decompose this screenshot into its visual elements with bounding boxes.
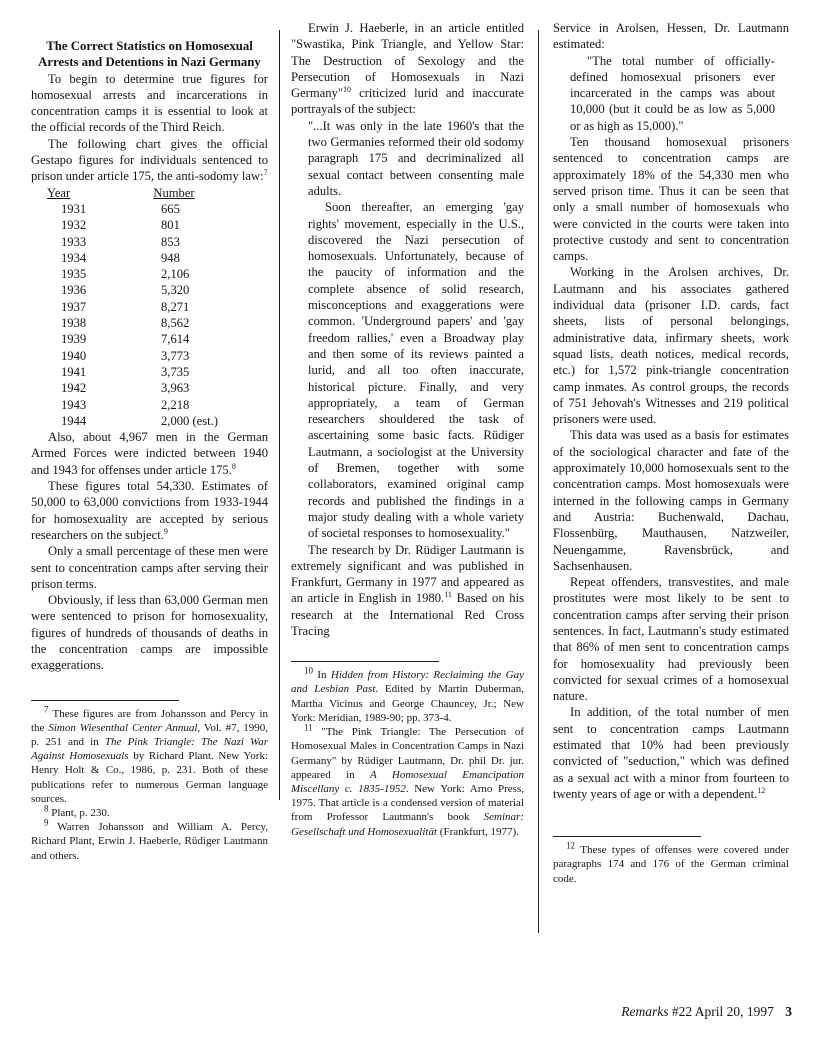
table-cell-year: 1938 [61,316,87,331]
paragraph: Erwin J. Haeberle, in an article entitled "Swastika, Pink Triangle, and Yellow Star: The Destruction of Sexology and the Persecution of Homosexuals in Nazi Germany"$^{10}$ criticized lurid and inaccurate portrayals of the subject: [291,21,524,117]
quote-paragraph: "...It was only in the late 1960's that the two Germanies reformed their old sodomy paragraph 175 and decriminalized all sexual contact between consenting male adults. [308,118,524,198]
table-row [39,266,229,282]
table-cell-number: 8,562 [161,316,190,331]
table-cell-number: 2,218 [161,397,190,412]
footnote-11: $^{11}$ "The Pink Triangle: The Persecution of Homosexual Males in Concentration Camps in Nazi Germany" by Rüdiger Lautmann, Dr. phil Dr. jur. appeared in A Homosexual Emancipation Miscellany c. 1835-1952. New York: Arno Press, 1975. That article is a condensed version of material from Professor Lautmann's book Seminar: Gesellschaft und Homosexualität (Frankfurt, 1977). [291,722,525,838]
table-cell-number: 5,320 [161,283,190,298]
table-cell-number: 8,271 [161,299,190,314]
paragraph: The following chart gives the official Gestapo figures for individuals sentenced to prison under article 175, the anti-sodomy law:$^7$ [31,136,268,184]
footnote-ref: 9 [163,526,168,536]
paragraph: Repeat offenders, transvestites, and male prostitutes were most likely to be sent to concentration camps after serving their prison sentences. In fact, Lautmann's study estimated that 86% of men sent to concentration camps for homosexuality had previously been convicted for sexual crimes of a homosexual nature. [553,575,789,704]
column-divider-1 [279,30,280,800]
table-row [39,413,229,429]
table-cell-year: 1933 [61,234,87,249]
table-cell-year: 1940 [61,348,87,363]
table-row [39,364,229,380]
table-row [39,348,229,364]
table-row [39,250,229,266]
footnote-12: $^{12}$ These types of offenses were covered under paragraphs 174 and 176 of the German criminal code. [553,840,789,885]
block-quote [291,118,524,542]
table-cell-year: 1932 [61,218,87,233]
column-1 [31,38,268,863]
paragraph: To begin to determine true figures for homosexual arrests and incarcerations in concentration camps it is essential to look at the official records of the Third Reich. [31,71,268,135]
table-cell-number: 3,963 [161,381,190,396]
table-row [39,397,229,413]
paragraph: These figures total 54,330. Estimates of 50,000 to 63,000 convictions from 1933-1944 for homosexuality are accepted by serious researchers on the subject.$^9$ [31,479,268,542]
table-cell-year: 1934 [61,250,87,265]
table-cell-year: 1939 [61,332,87,347]
footnote-10: $^{10}$ In Hidden from History: Reclaiming the Gay and Lesbian Past. Edited by Martin Duberman, Martha Vicinus and George Chauncey, Jr.; New York: Meridian, 1989-90; pp. 373-4. [291,665,525,724]
page-number: 3 [785,1004,792,1019]
block-quote [553,53,789,134]
table-row [39,201,229,217]
table-cell-number: 2,000 (est.) [161,413,219,428]
paragraph: Working in the Arolsen archives, Dr. Lautmann and his associates gathered individual data (prisoner I.D. cards, fact sheets, lists of personal belongings, administrative data, infirmary sheets, work squad lists, death notices, medical records, etc.) for 1,572 pink-triangle concentration camp inmates. As control groups, the records of 751 Jehovah's Witnesses and 219 political prisoners were used. [553,265,789,427]
footnote-ref: 12 [757,785,766,795]
footnote-7: $^7$ These figures are from Johansson and Percy in the Simon Wiesenthal Center Annual, Vol. #7, 1990, p. 251 and in The Pink Triangle: The Nazi War Against Homosexuals by Richard Plant. New York: Henry Holt & Co., 1986, p. 231. Both of these publications refer to numerous German language sources. [31,703,269,805]
table-cell-year: 1935 [61,267,87,282]
arrest-statistics-table [39,185,229,429]
table-row [39,234,229,250]
publication-name: Remarks [621,1004,669,1019]
issue-date: April 20, 1997 [694,1004,774,1019]
table-cell-number: 3,773 [161,348,190,363]
table-cell-year: 1944 [61,413,87,428]
table-cell-year: 1937 [61,299,87,314]
page-footer [560,1004,792,1020]
footnote-ref: 10 [343,85,351,94]
table-row [39,217,229,233]
table-row [39,282,229,298]
footnote-divider [291,661,439,662]
table-cell-number: 801 [161,218,180,233]
table-row [39,299,229,315]
quote-paragraph: "The total number of officially-defined homosexual prisoners ever incarcerated in the camps was about 10,000 (but it could be as low as 5,000 or as high as 15,000)." [570,53,775,133]
column-2 [291,20,524,839]
paragraph: Also, about 4,967 men in the German Armed Forces were indicted between 1940 and 1943 for offenses under article 175.$^8$ [31,430,268,477]
paragraph: Obviously, if less than 63,000 German men were sentenced to prison for homosexuality, figures of hundreds of thousands of deaths in the concentration camps are impossible exaggerations. [31,593,268,673]
paragraph: The research by Dr. Rüdiger Lautmann is extremely significant and was published in Frankfurt, Germany in 1977 and appeared as an article in English in 1980.11 Based on his research at the International Red Cross Tracing [291,542,525,638]
paragraph: This data was used as a basis for estimates of the sociological character and fate of the approximately 10,000 homosexuals sent to the concentration camps. Most homosexuals were interned in the following camps in Germany and Austria: Buchenwald, Dachau, Flossenbürg, Mauthausen, Natzweiler, Neuengamme, Ravensbrück, and Sachsenhausen. [553,428,789,573]
column-divider-2 [538,30,539,933]
footnote-divider [31,700,179,701]
paragraph: In addition, of the total number of men sent to concentration camps Lautmann estimated that 10% had been previously convicted of "seduction," which was defined as a sexual act with a minor from fourteen to twenty years of age or with a dependent.$^{12}$ [553,705,789,801]
table-cell-number: 665 [161,201,180,216]
table-cell-number: 948 [161,250,180,265]
table-cell-year: 1941 [61,364,87,379]
table-header-year: Year [47,185,71,200]
table-row [39,315,229,331]
table-row [39,331,229,347]
table-cell-year: 1931 [61,201,87,216]
article-title: The Correct Statistics on Homosexual Arrests and Detentions in Nazi Germany [38,39,261,70]
table-cell-year: 1943 [61,397,87,412]
table-cell-number: 2,106 [161,267,190,282]
table-cell-number: 7,614 [161,332,190,347]
table-header-number: Number [153,185,195,200]
table-cell-year: 1936 [61,283,87,298]
table-cell-year: 1942 [61,381,87,396]
paragraph: Service in Arolsen, Hessen, Dr. Lautmann estimated: [553,21,789,52]
quote-paragraph: Soon thereafter, an emerging 'gay rights' movement, especially in the U.S., discovered the Nazi persecution of homosexuals. Unfortunately, because of the paucity of information and the complete absence of solid research, misconceptions and exaggerations were common. 'Underground papers' and 'gay freedom rallies,' even a Broadway play and then some of its reviews painted a lurid, and all too often inaccurate, historical picture. Finally, and very appropriately, a team of German researchers shouldered the task of ascertaining some basic facts. Rüdiger Lautmann, a sociologist at the University of Bremen, together with some collaborators, examined original camp records and published the findings in a major study dealing with a whole variety of societal responses to homosexuality." [308,200,524,541]
table-row [39,380,229,396]
table-cell-number: 853 [161,234,180,249]
footnote-ref: 11 [444,590,452,600]
column-3 [553,20,789,886]
table-header-row [39,185,229,201]
issue-number: #22 [671,1004,693,1019]
paragraph: Only a small percentage of these men were sent to concentration camps after serving their prison terms. [31,544,268,591]
table-cell-number: 3,735 [161,364,190,379]
paragraph: Ten thousand homosexual prisoners sentenced to concentration camps are approximately 18% of the 54,330 men who served prison time. Thus it can be seen that only a small number of homosexuals who were convicted in the courts were taken into protective custody and sent to concentration camps. [553,135,789,264]
footnote-9: $^9$ Warren Johansson and William A. Percy, Richard Plant, Erwin J. Haeberle, Rüdiger Lautmann and others. [31,817,268,862]
footnote-8: $^8$ Plant, p. 230. [44,803,110,819]
footnote-ref: 7 [263,168,268,178]
footnote-ref: 8 [231,461,236,471]
footnote-divider [553,836,701,837]
